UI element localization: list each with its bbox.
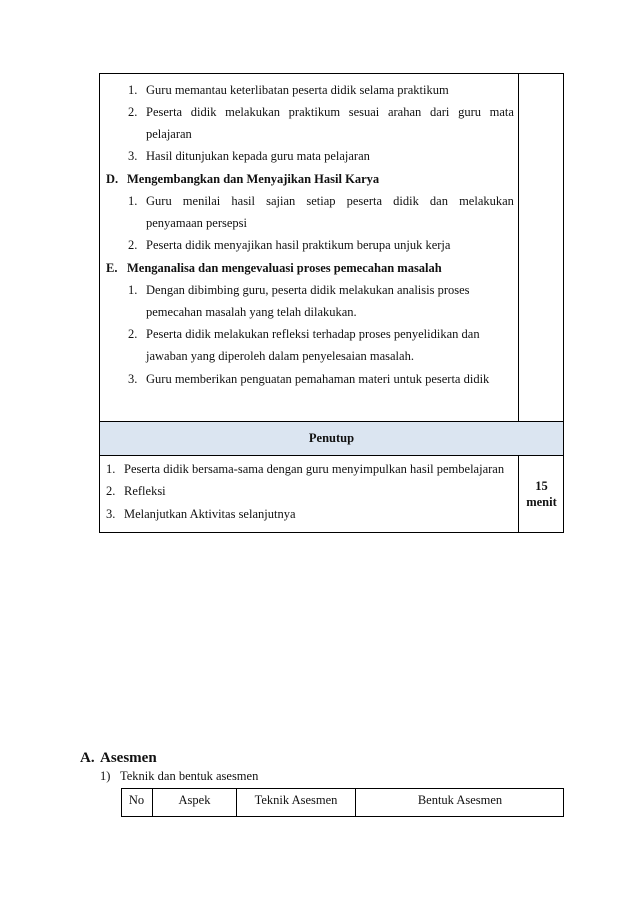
list-item: Refleksi bbox=[124, 484, 166, 498]
list-item: Peserta didik bersama-sama dengan guru menyimpulkan hasil pembelajaran bbox=[124, 462, 505, 476]
section-title: Menganalisa dan mengevaluasi proses pemecahan masalah bbox=[127, 261, 442, 275]
word: dan bbox=[429, 194, 448, 208]
table-header-aspek: Aspek bbox=[178, 793, 211, 807]
item-number: 3. bbox=[128, 372, 138, 386]
duration-unit: menit bbox=[526, 495, 557, 509]
word: praktikum bbox=[288, 105, 341, 119]
section-letter: E. bbox=[106, 261, 118, 275]
word: arahan bbox=[387, 105, 422, 119]
list-item: Melanjutkan Aktivitas selanjutnya bbox=[124, 507, 296, 521]
table-header-bentuk: Bentuk Asesmen bbox=[417, 793, 503, 807]
list-item-justified bbox=[146, 193, 514, 209]
word: Guru bbox=[146, 194, 172, 208]
word: peserta bbox=[346, 194, 383, 208]
word: guru bbox=[458, 105, 481, 119]
word: Peserta bbox=[146, 105, 183, 119]
item-number: 3. bbox=[128, 149, 138, 163]
word: didik bbox=[190, 105, 217, 119]
item-number: 2. bbox=[128, 238, 138, 252]
word: sesuai bbox=[348, 105, 380, 119]
list-item-continuation: pemecahan masalah yang telah dilakukan. bbox=[146, 305, 357, 319]
list-item: Guru memberikan penguatan pemahaman materi untuk peserta didik bbox=[146, 372, 490, 386]
table-header-teknik: Teknik Asesmen bbox=[254, 793, 338, 807]
list-item-continuation: jawaban yang diperoleh dalam penyelesaian masalah. bbox=[146, 349, 414, 363]
word: sajian bbox=[266, 194, 296, 208]
word: setiap bbox=[306, 194, 336, 208]
time-column-divider bbox=[518, 73, 519, 422]
list-item: Peserta didik melakukan refleksi terhadap proses penyelidikan dan bbox=[146, 327, 480, 341]
list-item-continuation: penyamaan persepsi bbox=[146, 216, 248, 230]
item-number: 2. bbox=[128, 327, 138, 341]
list-item: Dengan dibimbing guru, peserta didik melakukan analisis proses bbox=[146, 283, 470, 297]
word: melakukan bbox=[225, 105, 280, 119]
word: dari bbox=[429, 105, 450, 119]
word: didik bbox=[393, 194, 419, 208]
item-number: 1. bbox=[106, 462, 116, 476]
item-number: 2. bbox=[128, 105, 138, 119]
list-item-continuation: pelajaran bbox=[146, 127, 192, 141]
asesmen-heading-letter: A. bbox=[80, 750, 95, 766]
subheading-number: 1) bbox=[100, 769, 111, 783]
word: menilai bbox=[182, 194, 221, 208]
duration-value: 15 bbox=[535, 479, 548, 493]
list-item: Hasil ditunjukan kepada guru mata pelajaran bbox=[146, 149, 370, 163]
section-letter: D. bbox=[106, 172, 119, 186]
list-item-justified bbox=[146, 104, 514, 120]
penutup-header-label: Penutup bbox=[308, 431, 355, 445]
word: melakukan bbox=[459, 194, 514, 208]
item-number: 2. bbox=[106, 484, 116, 498]
section-title: Mengembangkan dan Menyajikan Hasil Karya bbox=[127, 172, 380, 186]
subheading-text: Teknik dan bentuk asesmen bbox=[120, 769, 259, 783]
table-header-no: No bbox=[128, 793, 145, 807]
word: mata bbox=[489, 105, 514, 119]
asesmen-heading-title: Asesmen bbox=[100, 750, 157, 766]
list-item: Guru memantau keterlibatan peserta didik selama praktikum bbox=[146, 83, 449, 97]
list-item: Peserta didik menyajikan hasil praktikum berupa unjuk kerja bbox=[146, 238, 451, 252]
word: hasil bbox=[231, 194, 255, 208]
item-number: 3. bbox=[106, 507, 116, 521]
item-number: 1. bbox=[128, 83, 138, 97]
item-number: 1. bbox=[128, 283, 138, 297]
item-number: 1. bbox=[128, 194, 138, 208]
